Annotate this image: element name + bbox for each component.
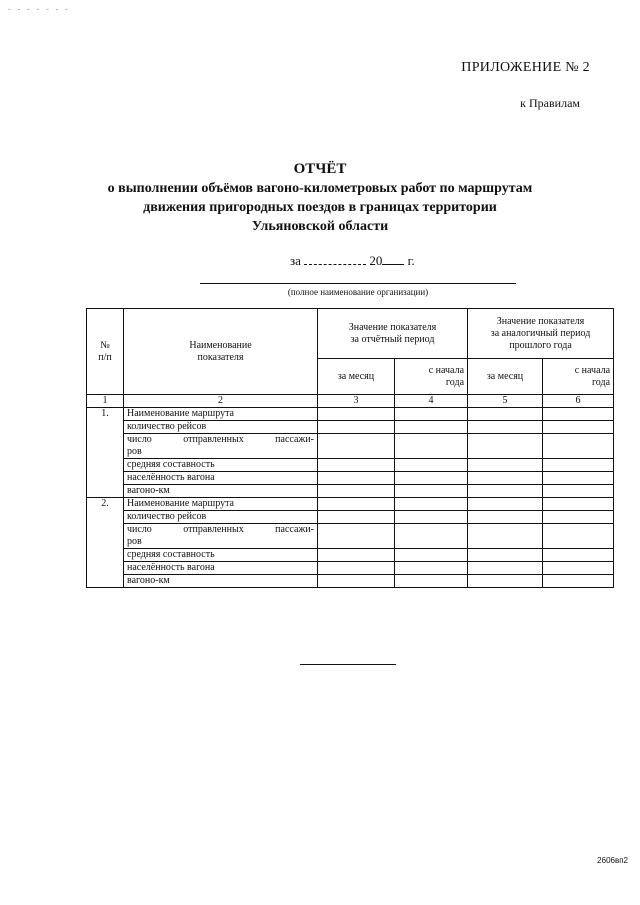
value-cell[interactable] (318, 472, 395, 485)
indicator-name: населённость вагона (124, 562, 318, 575)
year-blank[interactable] (382, 252, 404, 265)
indicator-name: населённость вагона (124, 472, 318, 485)
value-cell[interactable] (543, 485, 614, 498)
value-cell[interactable] (468, 562, 543, 575)
value-cell[interactable] (318, 434, 395, 459)
title-line-3: движения пригородных поездов в границах территории (143, 200, 497, 215)
table-row (87, 549, 614, 562)
value-cell[interactable] (543, 524, 614, 549)
value-cell[interactable] (318, 408, 395, 421)
value-cell[interactable] (468, 472, 543, 485)
value-cell[interactable] (395, 549, 468, 562)
table-row (87, 575, 614, 588)
report-period (290, 252, 415, 269)
table-row (87, 511, 614, 524)
value-cell[interactable] (395, 459, 468, 472)
table-row (87, 498, 614, 511)
table-row (87, 459, 614, 472)
value-cell[interactable] (468, 485, 543, 498)
value-cell[interactable] (468, 459, 543, 472)
value-cell[interactable] (468, 421, 543, 434)
appendix-label: ПРИЛОЖЕНИЕ № 2 (461, 60, 590, 75)
value-cell[interactable] (468, 549, 543, 562)
value-cell[interactable] (395, 408, 468, 421)
indicator-name: Наименование маршрута (124, 408, 318, 421)
row-number: 2. (87, 498, 124, 588)
value-cell[interactable] (543, 498, 614, 511)
indicator-name: количество рейсов (124, 421, 318, 434)
value-cell[interactable] (468, 511, 543, 524)
header-name: Наименование показателя (124, 309, 318, 395)
column-number-row (87, 395, 614, 408)
value-cell[interactable] (395, 498, 468, 511)
value-cell[interactable] (395, 421, 468, 434)
table-row (87, 485, 614, 498)
value-cell[interactable] (318, 524, 395, 549)
value-cell[interactable] (395, 575, 468, 588)
table-row (87, 524, 614, 537)
indicator-name: средняя составность (124, 459, 318, 472)
header-month-prev: за месяц (468, 359, 543, 395)
value-cell[interactable] (543, 408, 614, 421)
value-cell[interactable] (395, 511, 468, 524)
value-cell[interactable] (543, 421, 614, 434)
value-cell[interactable] (395, 485, 468, 498)
table-row (87, 562, 614, 575)
value-cell[interactable] (395, 562, 468, 575)
title-line-1: ОТЧЁТ (293, 161, 347, 177)
header-since-year: с начала года (395, 359, 468, 395)
value-cell[interactable] (468, 408, 543, 421)
signature-line[interactable] (300, 664, 396, 665)
report-title (0, 160, 640, 236)
value-cell[interactable] (395, 472, 468, 485)
value-cell[interactable] (318, 459, 395, 472)
value-cell[interactable] (318, 498, 395, 511)
table-row (87, 472, 614, 485)
month-blank[interactable] (304, 252, 366, 265)
header-num: № п/п (87, 309, 124, 395)
col-number: 1 (87, 395, 124, 408)
value-cell[interactable] (543, 472, 614, 485)
col-number: 3 (318, 395, 395, 408)
value-cell[interactable] (318, 575, 395, 588)
indicator-name: число отправленных пассажи- (124, 434, 318, 447)
value-cell[interactable] (543, 434, 614, 459)
col-number: 4 (395, 395, 468, 408)
scan-mark: - - - - - - - (8, 4, 70, 14)
value-cell[interactable] (395, 524, 468, 549)
value-cell[interactable] (543, 562, 614, 575)
value-cell[interactable] (318, 421, 395, 434)
period-prefix: за (290, 253, 301, 268)
value-cell[interactable] (543, 511, 614, 524)
indicator-name: средняя составность (124, 549, 318, 562)
period-year: 20 (369, 253, 383, 268)
table-row (87, 434, 614, 447)
rules-label: к Правилам (520, 96, 580, 110)
indicator-name: Наименование маршрута (124, 498, 318, 511)
value-cell[interactable] (468, 434, 543, 459)
value-cell[interactable] (468, 575, 543, 588)
report-table (86, 308, 614, 588)
organization-name-line[interactable] (200, 283, 516, 284)
indicator-name: количество рейсов (124, 511, 318, 524)
value-cell[interactable] (468, 498, 543, 511)
title-line-4: Ульяновской области (251, 219, 389, 234)
title-line-2: о выполнении объёмов вагоно-километровых работ по маршрутам (107, 181, 533, 196)
indicator-name: ров (124, 536, 318, 549)
value-cell[interactable] (468, 524, 543, 549)
indicator-name: ров (124, 446, 318, 459)
value-cell[interactable] (318, 511, 395, 524)
value-cell[interactable] (543, 549, 614, 562)
col-number: 5 (468, 395, 543, 408)
indicator-name: вагоно-км (124, 485, 318, 498)
value-cell[interactable] (318, 549, 395, 562)
header-prev-year: Значение показателя за аналогичный период прошлого года (468, 309, 614, 359)
value-cell[interactable] (543, 459, 614, 472)
value-cell[interactable] (395, 434, 468, 459)
header-report-period: Значение показателя за отчётный период (318, 309, 468, 359)
table-row (87, 408, 614, 421)
document-code: 2606вп2 (597, 856, 628, 865)
col-number: 2 (124, 395, 318, 408)
organization-caption: (полное наименование организации) (287, 287, 429, 297)
header-month: за месяц (318, 359, 395, 395)
value-cell[interactable] (318, 485, 395, 498)
row-number: 1. (87, 408, 124, 498)
indicator-name: вагоно-км (124, 575, 318, 588)
value-cell[interactable] (318, 562, 395, 575)
header-since-year-prev: с начала года (543, 359, 614, 395)
col-number: 6 (543, 395, 614, 408)
period-suffix: г. (407, 253, 415, 268)
value-cell[interactable] (543, 575, 614, 588)
indicator-name: число отправленных пассажи- (124, 524, 318, 537)
table-row (87, 421, 614, 434)
